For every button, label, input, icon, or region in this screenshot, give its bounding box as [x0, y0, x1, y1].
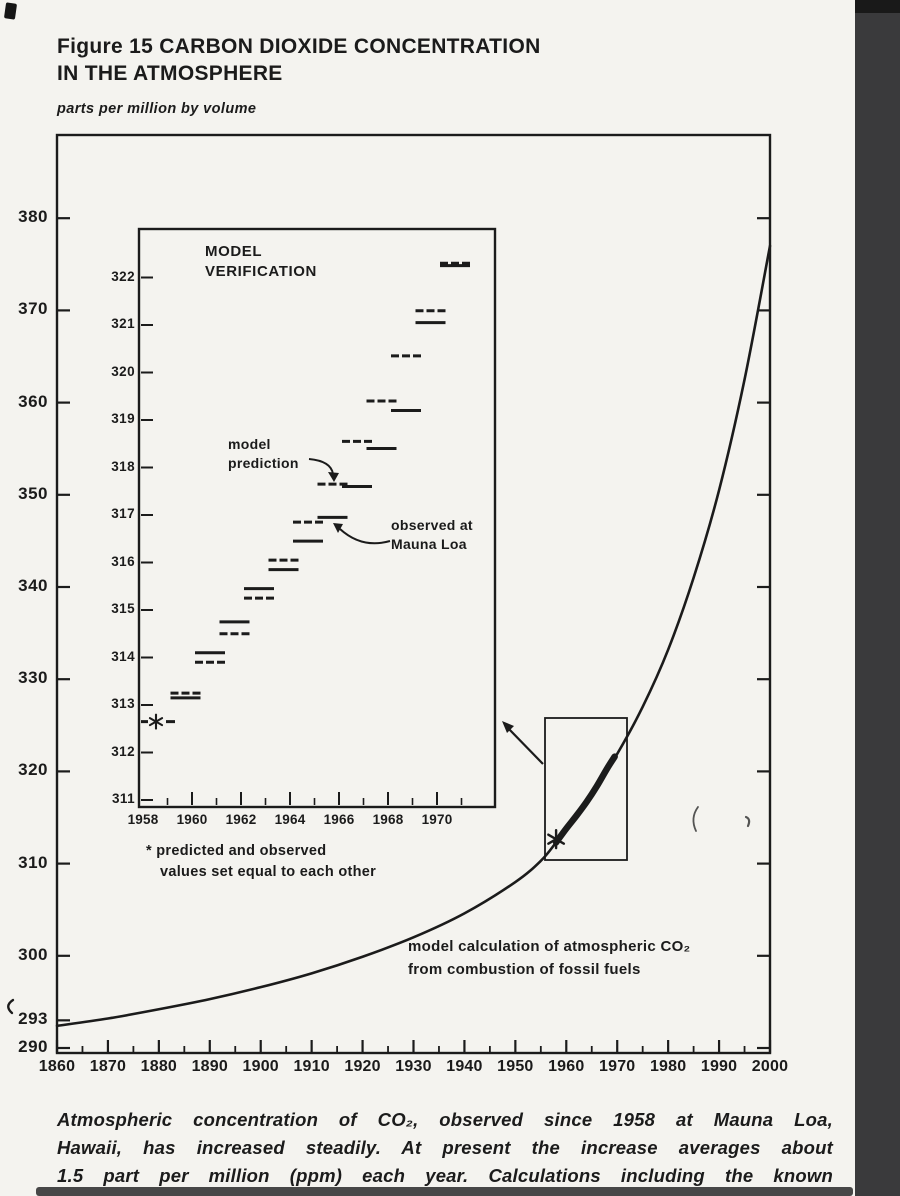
inset-y-tick-label-315: 315 [111, 601, 135, 616]
scan-right-border-top [855, 0, 900, 13]
model-dash-1960 [217, 661, 225, 664]
main-x-tick-label-1890: 1890 [191, 1058, 228, 1075]
observed-segment-1969 [416, 321, 446, 324]
inset-y-tick-label-318: 318 [111, 458, 135, 474]
inset-x-tick-label-1960: 1960 [176, 812, 208, 827]
model-dash-1966 [353, 440, 361, 443]
curve-annotation: model calculation of atmospheric CO₂ from combustion of fossil fuels [408, 938, 691, 978]
main-y-tick-label-300: 300 [18, 944, 48, 964]
asterisk-footnote-line1: * predicted and observed [146, 843, 327, 859]
model-dash-1963 [280, 559, 288, 562]
main-x-tick-label-1870: 1870 [89, 1058, 127, 1075]
figure-title [57, 33, 541, 87]
inset-x-tick-label-1970: 1970 [421, 812, 453, 827]
model-dash-1963 [291, 559, 299, 562]
main-y-tick-label-293: 293 [18, 1009, 48, 1029]
main-x-tick-label-1930: 1930 [395, 1058, 432, 1075]
caption-line1: Atmospheric concentration of CO₂, observed since 1958 at Mauna Loa, [57, 1109, 833, 1130]
inset-x-tick-label-1966: 1966 [323, 812, 355, 827]
model-dash-1970 [440, 262, 448, 265]
model-dash-1969 [438, 309, 446, 312]
inset-title [205, 242, 317, 281]
axis-units-label: parts per million by volume [57, 101, 257, 117]
model-dash-1961 [242, 632, 250, 635]
main-x-tick-label-1920: 1920 [344, 1058, 381, 1075]
model-dash-1960 [206, 661, 214, 664]
main-x-tick-label-1980: 1980 [649, 1058, 687, 1075]
scan-right-border [855, 0, 900, 1196]
main-x-tick-label-1960: 1960 [548, 1058, 585, 1075]
model-dash-1967 [367, 400, 375, 403]
model-dash-1963 [269, 559, 277, 562]
model-dash-1964 [293, 521, 301, 524]
inset-y-tick-label-314: 314 [111, 648, 135, 664]
model-dash-1970 [451, 262, 459, 265]
inset-baseline-dash-left [141, 720, 148, 723]
model-dash-1969 [416, 309, 424, 312]
main-y-tick-label-380: 380 [18, 207, 48, 227]
inset-y-tick-label-311: 311 [112, 791, 135, 806]
model-dash-1961 [231, 632, 239, 635]
model-dash-1964 [304, 521, 312, 524]
main-x-tick-label-1990: 1990 [700, 1058, 738, 1075]
model-dash-1967 [389, 400, 397, 403]
model-dash-1959 [193, 692, 201, 695]
observed-segment-1960 [195, 651, 225, 654]
model-dash-1966 [342, 440, 350, 443]
model-dash-1966 [364, 440, 372, 443]
main-x-tick-label-1910: 1910 [293, 1058, 330, 1075]
model-dash-1962 [266, 597, 274, 600]
main-x-tick-label-1950: 1950 [497, 1058, 534, 1075]
scan-bottom-strip [36, 1187, 853, 1196]
inset-x-tick-label-1962: 1962 [225, 812, 257, 827]
inset-x-tick-label-1958: 1958 [127, 812, 159, 827]
observed-segment-1959 [171, 696, 201, 699]
observed-segment-1968 [391, 409, 421, 412]
inset-x-tick-label-1968: 1968 [372, 812, 404, 827]
inset-y-tick-label-317: 317 [111, 506, 135, 521]
inset-y-tick-label-316: 316 [111, 553, 135, 569]
main-y-tick-label-340: 340 [18, 576, 48, 595]
inset-y-tick-label-321: 321 [111, 316, 135, 331]
observed-segment-1962 [244, 587, 274, 590]
inset-y-tick-label-322: 322 [111, 268, 135, 284]
observed-segment-1965 [318, 516, 348, 519]
inset-x-tick-label-1964: 1964 [274, 812, 306, 827]
main-y-tick-label-290: 290 [18, 1037, 48, 1056]
main-y-tick-label-310: 310 [18, 852, 48, 872]
model-dash-1965 [329, 483, 337, 486]
inset-y-tick-label-312: 312 [111, 743, 135, 759]
scan-paren-mark [693, 807, 698, 831]
inset-y-tick-label-313: 313 [111, 696, 135, 711]
model-dash-1968 [402, 354, 410, 357]
inset-y-tick-label-319: 319 [111, 411, 135, 426]
main-y-tick-label-320: 320 [18, 760, 48, 780]
observed-mauna-loa-annotation: observed at Mauna Loa [391, 517, 473, 552]
model-dash-1967 [378, 400, 386, 403]
observed-segment-1967 [367, 447, 397, 450]
model-dash-1965 [318, 483, 326, 486]
model-dash-1961 [220, 632, 228, 635]
model-dash-1968 [391, 354, 399, 357]
inset-year-1970-pair [440, 262, 470, 267]
inset-baseline-dash-right [166, 720, 175, 723]
model-dash-1960 [195, 661, 203, 664]
inset-title-line2: VERIFICATION [205, 262, 317, 280]
main-y-tick-label-350: 350 [18, 483, 48, 503]
model-dash-1962 [255, 597, 263, 600]
inset-title-line1: MODEL [205, 243, 263, 260]
main-x-tick-label-1940: 1940 [446, 1058, 483, 1075]
figure-title-line1: Figure 15 CARBON DIOXIDE CONCENTRATION [57, 35, 541, 58]
model-prediction-annotation: model prediction [228, 436, 299, 471]
scan-corner-mark [4, 2, 17, 19]
caption-line2: Hawaii, has increased steadily. At present the increase averages about [57, 1137, 833, 1158]
observed-segment-1963 [269, 568, 299, 571]
main-x-tick-label-1900: 1900 [242, 1058, 279, 1075]
caption-line3: 1.5 part per million (ppm) each year. Calculations including the known [57, 1165, 833, 1186]
model-dash-1959 [171, 692, 179, 695]
model-dash-1959 [182, 692, 190, 695]
main-x-tick-label-1880: 1880 [140, 1058, 178, 1075]
observed-thick-segment [556, 757, 615, 843]
main-y-tick-label-370: 370 [18, 299, 48, 319]
observed-segment-1961 [220, 620, 250, 623]
model-dash-1970 [462, 262, 470, 265]
figure-title-line2: IN THE ATMOSPHERE [57, 62, 283, 85]
observed-segment-1966 [342, 485, 372, 488]
model-dash-1964 [315, 521, 323, 524]
main-y-tick-label-330: 330 [18, 668, 48, 688]
asterisk-footnote-line2: values set equal to each other [160, 864, 377, 880]
inset-y-tick-label-320: 320 [111, 363, 135, 379]
model-dash-1969 [427, 309, 435, 312]
main-x-tick-label-2000: 2000 [751, 1058, 789, 1075]
model-dash-1962 [244, 597, 252, 600]
zoom-arrow-line [508, 728, 543, 764]
scan-comma-mark [746, 817, 749, 826]
model-dash-1968 [413, 354, 421, 357]
main-x-tick-label-1970: 1970 [599, 1058, 636, 1075]
main-x-tick-label-1860: 1860 [38, 1058, 76, 1075]
figure-caption [57, 1106, 833, 1190]
main-y-tick-label-360: 360 [18, 391, 48, 411]
observed-segment-1964 [293, 540, 323, 543]
